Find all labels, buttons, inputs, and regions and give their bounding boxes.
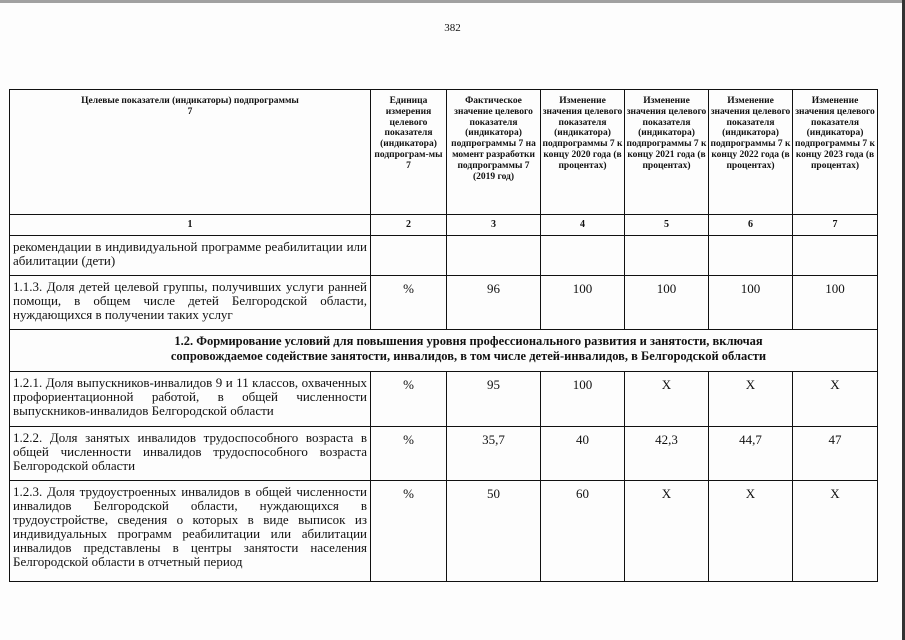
header-change-2022: Изменение значения целевого показателя (индикатора) подпрограммы 7 к концу 2022 года (в процентах) (709, 90, 793, 215)
value-2023: 100 (793, 276, 878, 330)
value-2022: 100 (709, 276, 793, 330)
value-2019: 96 (447, 276, 541, 330)
header-change-2020: Изменение значения целевого показателя (индикатора) подпрограммы 7 к концу 2020 года (в процентах) (541, 90, 625, 215)
value-2023 (793, 236, 878, 276)
header-unit: Единица измерения целевого показателя (индикатора) подпрограм-мы 7 (371, 90, 447, 215)
value-2020: 100 (541, 276, 625, 330)
unit-cell: % (371, 427, 447, 481)
value-2022: Х (709, 481, 793, 582)
column-number: 5 (625, 215, 709, 236)
header-change-2021: Изменение значения целевого показателя (индикатора) подпрограммы 7 к концу 2021 года (в процентах) (625, 90, 709, 215)
unit-cell (371, 236, 447, 276)
indicator-label: рекомендации в индивидуальной программе реабилитации или абилитации (дети) (10, 236, 371, 276)
value-2022: 44,7 (709, 427, 793, 481)
value-2021 (625, 236, 709, 276)
indicator-label: 1.1.3. Доля детей целевой группы, получивших услуги ранней помощи, в общем числе детей Белгородской области, нуждающихся в получении таких услуг (10, 276, 371, 330)
value-2022: Х (709, 372, 793, 427)
page-number: 382 (444, 22, 461, 34)
table-row (10, 236, 878, 276)
table-row (10, 427, 878, 481)
value-2019: 50 (447, 481, 541, 582)
column-number: 1 (10, 215, 371, 236)
value-2021: 42,3 (625, 427, 709, 481)
table-row (10, 372, 878, 427)
value-2019: 35,7 (447, 427, 541, 481)
header-fact-2019: Фактическое значение целевого показателя (индикатора) подпрограммы 7 на момент разработки подпрограммы 7 (2019 год) (447, 90, 541, 215)
value-2023: Х (793, 372, 878, 427)
value-2021: Х (625, 372, 709, 427)
header-indicator: Целевые показатели (индикаторы) подпрограммы 7 (10, 90, 371, 215)
indicator-label: 1.2.2. Доля занятых инвалидов трудоспособного возраста в общей численности инвалидов трудоспособного возраста Белгородской области (10, 427, 371, 481)
indicator-label: 1.2.1. Доля выпускников-инвалидов 9 и 11 классов, охваченных профориентационной работой, в общей численности выпускников-инвалидов Белгородской области (10, 372, 371, 427)
value-2020: 100 (541, 372, 625, 427)
indicators-table (9, 89, 878, 582)
column-number: 4 (541, 215, 625, 236)
unit-cell: % (371, 372, 447, 427)
section-title: 1.2. Формирование условий для повышения уровня профессионального развития и занятости, включая сопровождаемое содействие занятости, инвалидов, в том числе детей-инвалидов, в Белгородской области (10, 330, 878, 372)
value-2020: 60 (541, 481, 625, 582)
scan-edge-top (0, 0, 905, 3)
value-2021: Х (625, 481, 709, 582)
unit-cell: % (371, 481, 447, 582)
column-number: 3 (447, 215, 541, 236)
value-2022 (709, 236, 793, 276)
value-2020 (541, 236, 625, 276)
indicator-label: 1.2.3. Доля трудоустроенных инвалидов в общей численности инвалидов Белгородской области, нуждающихся в трудоустройстве, сведения о которых в виде выписок из индивидуальных программ реабилитации или абилитации инвалидов представлены в центры занятости населения Белгородской области в отчетный период (10, 481, 371, 582)
value-2019: 95 (447, 372, 541, 427)
value-2019 (447, 236, 541, 276)
table-row (10, 481, 878, 582)
value-2021: 100 (625, 276, 709, 330)
column-number: 2 (371, 215, 447, 236)
column-number: 7 (793, 215, 878, 236)
header-row (10, 90, 878, 215)
section-row (10, 330, 878, 372)
column-number-row (10, 215, 878, 236)
value-2023: 47 (793, 427, 878, 481)
unit-cell: % (371, 276, 447, 330)
value-2023: Х (793, 481, 878, 582)
header-change-2023: Изменение значения целевого показателя (индикатора) подпрограммы 7 к концу 2023 года (в процентах) (793, 90, 878, 215)
value-2020: 40 (541, 427, 625, 481)
column-number: 6 (709, 215, 793, 236)
table-row (10, 276, 878, 330)
